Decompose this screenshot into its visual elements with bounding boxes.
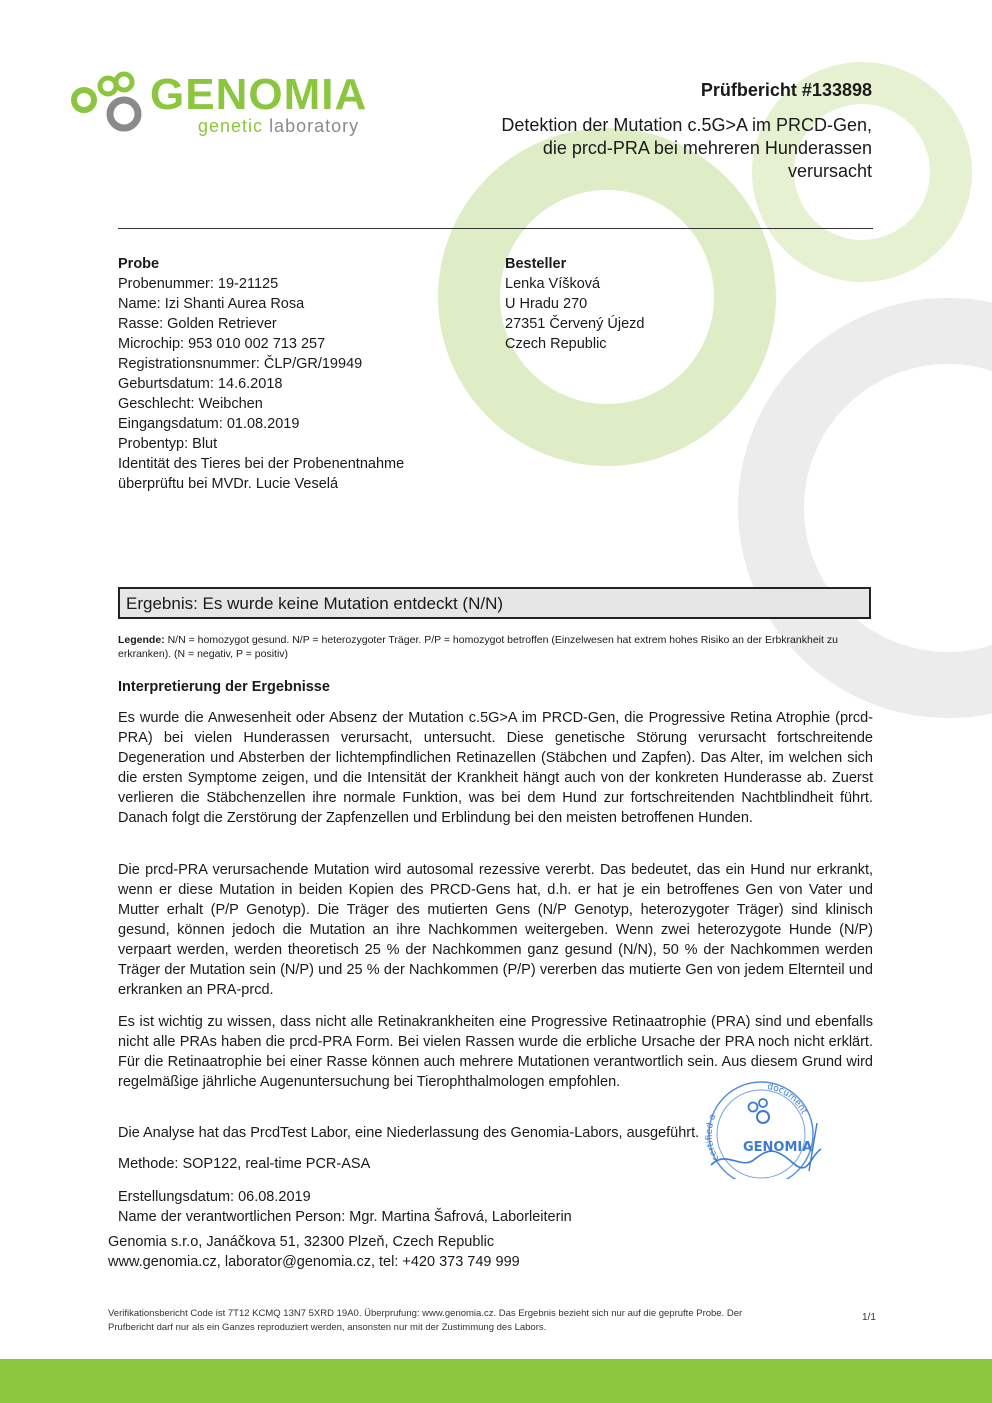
analysis-statement: Die Analyse hat das PrcdTest Labor, eine Niederlassung des Genomia-Labors, ausgeführt. [118,1125,700,1141]
logo-tagline [198,116,359,137]
company-info [108,1232,520,1272]
logo-tagline-genetic: genetic [198,116,264,136]
report-number: Prüfbericht #133898 [700,80,872,100]
sample-line: Microchip: 953 010 002 713 257 [118,336,326,352]
orderer-line: Czech Republic [505,336,607,352]
orderer-line: U Hradu 270 [505,296,588,312]
orderer-line: 27351 Červený Újezd [505,316,645,332]
result-text: Ergebnis: Es wurde keine Mutation entdeckt (N/N) [126,594,504,613]
legend [118,633,873,661]
sample-line: Identität des Tieres bei der Probenentnahme [118,456,405,472]
sample-line: Rasse: Golden Retriever [118,316,277,332]
legend-text: N/N = homozygot gesund. N/P = heterozygoter Träger. P/P = homozygot betroffen (Einzelwesen hat extrem hohes Risiko an der Erbkrankheit zu erkranken). (N = negativ, P = positiv) [118,634,838,660]
sample-line: Probentyp: Blut [118,436,218,452]
created-date: Erstellungsdatum: 06.08.2019 [118,1189,311,1205]
sample-line: Geburtsdatum: 14.6.2018 [118,376,283,392]
page-number: 1/1 [862,1312,876,1323]
sample-line: Registrationsnummer: ČLP/GR/19949 [118,356,363,372]
logo-tagline-laboratory: laboratory [269,116,360,136]
legend-label: Legende: [118,634,165,646]
interpretation-paragraph: Die prcd-PRA verursachende Mutation wird autosomal rezessive vererbt. Das bedeutet, das ein Hund nur erkrankt, wenn er diese Mutation in beiden Kopien des PRCD-Gens hat, d.h. er hat je ein betroffenes Gen von Vater und Mutter erhalt (P/P Genotyp). Die Träger des mutierten Gens (N/P Genotyp, heterozygoter Träger) sind klinisch gesund, können jedoch die Mutation an ihre Nachkommen weitergeben. Wenn zwei heterozygote Hunde (N/P) verpaart werden, werden theoretisch 25 % der Nachkommen ganz gesund (N/N), 50 % der Nachkommen werden Träger der Mutation sein (N/P) und 25 % der Nachkommen (P/P) vererben das mutierte Gen von jedem Elternteil und erkranken an PRA-prcd. [118,862,873,998]
sample-info [118,254,478,494]
interpretation-heading: Interpretierung der Ergebnisse [118,679,330,695]
method-statement: Methode: SOP122, real-time PCR-ASA [118,1156,371,1172]
stamp-name: GENOMIA [743,1140,813,1155]
creation-info [118,1187,572,1227]
certification-stamp-icon [697,1079,825,1179]
sample-line: Probenummer: 19-21125 [118,276,279,292]
stamp-arc-left: certified a [704,1112,722,1163]
responsible-person: Name der verantwortlichen Person: Mgr. Martina Šafrová, Laborleiterin [118,1209,572,1225]
footer-brand-bar [0,1359,992,1403]
orderer-heading: Besteller [505,256,567,272]
interpretation-paragraph: Es wurde die Anwesenheit oder Absenz der Mutation c.5G>A im PRCD-Gen, die Progressive Retina Atrophie (prcd-PRA) bei vielen Hunderassen verursacht, untersucht. Diese genetische Störung verursacht fortschreitende Degeneration und Absterben der lichtempfindlichen Retinazellen (Stäbchen und Zapfen). Das Alter, im welchen sich die ersten Symptome zeigen, und die Intensität der Krankheit hängt auch von der konkreten Hunderasse ab. Zuerst verlieren die Stäbchenzellen ihre normale Funktion, was bei dem Hund zur fortschreitenden Nachtblindheit führt. Danach folgt die Zerstörung der Zapfenzellen und Erblindung bei den meisten betroffenen Hunden. [118,710,873,826]
orderer-line: Lenka Víšková [505,276,601,292]
company-contact: www.genomia.cz, laborator@genomia.cz, tel: +420 373 749 999 [108,1254,520,1270]
verification-note: Verifikationsbericht Code ist 7T12 KCMQ 13N7 5XRD 19A0. Überprufung: www.genomia.cz. Das Ergebnis bezieht sich nur auf die geprufte Probe. Der Prufbericht darf nur als ein Ganzes reproduziert werden, ansonsten nur mit der Zustimmung des Labors. [108,1308,743,1333]
sample-line: Geschlecht: Weibchen [118,396,263,412]
stamp-arc-right: document [766,1082,809,1116]
sample-line: Eingangsdatum: 01.08.2019 [118,416,300,432]
sample-line: überprüftu bei MVDr. Lucie Veselá [118,476,339,492]
orderer-info [505,254,805,354]
sample-heading: Probe [118,256,160,272]
logo-wordmark: GENOMIA [150,70,368,119]
sample-line: Name: Izi Shanti Aurea Rosa [118,296,305,312]
company-address: Genomia s.r.o, Janáčkova 51, 32300 Plzeň, Czech Republic [108,1234,495,1250]
result-box [118,587,871,619]
logo-mark-icon [70,70,152,140]
header-divider [118,228,873,229]
interpretation-paragraph: Es ist wichtig zu wissen, dass nicht alle Retinakrankheiten eine Progressive Retinaatrophie (PRA) sind und ebenfalls nicht alle PRAs haben die prcd-PRA Form. Bei vielen Rassen wurde die erbliche Ursache der PRA noch nicht erklärt. Für die Retinaatrophie bei einer Rasse können auch mehrere Mutationen verantwortlich sein. Aus diesem Grund wird regelmäßige jährliche Augenuntersuchung bei Tierophthalmologen empfohlen. [118,1014,873,1090]
report-title: Detektion der Mutation c.5G>A im PRCD-Gen, die prcd-PRA bei mehreren Hunderassen verursacht [501,115,872,181]
